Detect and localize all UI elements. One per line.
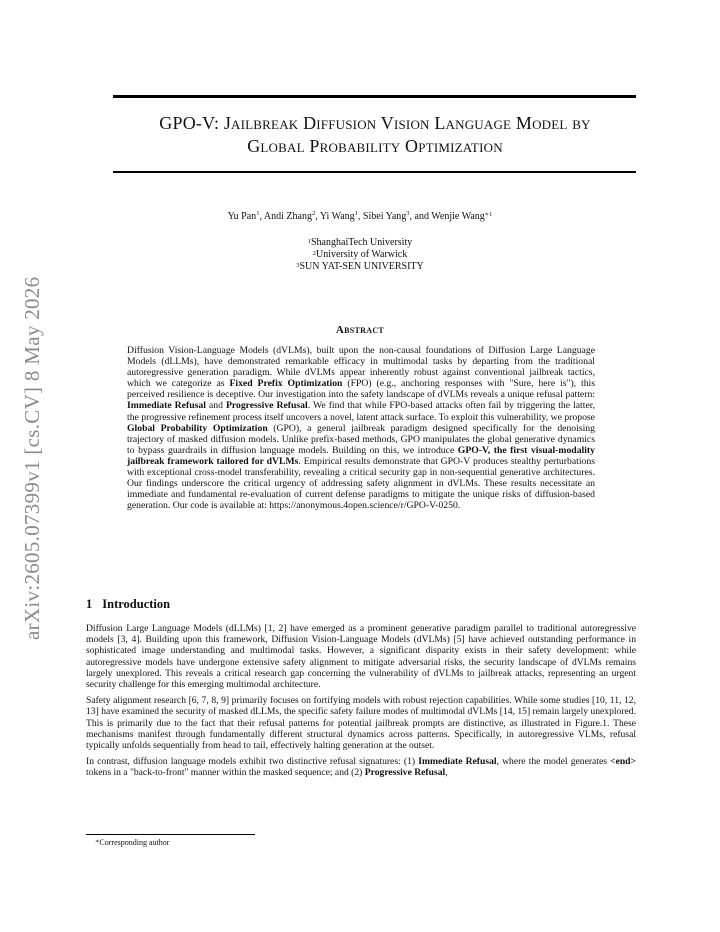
body-text: tokens in a "back-to-front" manner within the masked sequence; and (2) [86,767,365,779]
abstract-bold: Immediate Refusal [127,400,206,412]
body-text: , [445,767,448,779]
author: Sibei Yang [362,211,407,222]
footnote-text: Corresponding author [99,838,170,847]
author-affil-mark: ∗1 [484,211,493,218]
abstract-heading: Abstract [335,324,385,336]
author: Yi Wang [319,211,355,222]
arxiv-id-text: arXiv:2605.07399v1 [cs.CV] 8 May 2026 [20,276,44,640]
abstract-text: Diffusion Vision-Language Models (dVLMs), built upon the non-causal foundations of Diffusion Large Language Models (dLLMs), have demonstrated remarkable efficacy in multimodal tasks by departing from the traditional autoregressive generation paradigm. While dVLMs appear inherently robust against conventional jailbreak tactics, which we categorize as [127,345,595,390]
affiliation-mark: 2 [312,250,317,257]
affiliation [90,249,630,261]
body-bold: Progressive Refusal [364,767,446,779]
abstract-paragraph [127,345,595,511]
author-separator: , [259,211,264,222]
section-heading [86,597,170,612]
body-paragraph: Diffusion Large Language Models (dLLMs) [1, 2] have emerged as a prominent generative paradigm parallel to traditional autoregressive models [3, 4]. Building upon this framework, Diffusion Vision-Language Models (dVLMs) [5] have achieved outstanding performance in sophisticated image understanding and multimodal tasks. However, a significant disparity exists in their safety development: while autoregressive models have undergone extensive safety alignment to mitigate adversarial risks, the security landscape of dVLMs remains largely unexplored. This reveals a critical research gap concerning the vulnerability of dVLMs to jailbreak attacks, representing an urgent security challenge for this emerging multimodal architecture. [86,623,636,691]
body-bold: Immediate Refusal [418,756,497,768]
footnote-rule [86,834,255,835]
paper-title [80,112,670,158]
section-title: Introduction [102,597,171,611]
author-separator: , [315,211,320,222]
affiliation-name: ShanghaiTech University [311,237,413,248]
author: Yu Pan [227,211,257,222]
author-affil-mark: 2 [311,210,316,217]
body-bold: <end> [610,756,636,768]
title-bottom-rule [113,171,636,173]
abstract-bold: Fixed Prefix Optimization [229,378,343,390]
affiliation [90,261,630,273]
author-affil-mark: 1 [354,210,358,217]
abstract-text: . We find that while FPO-based attacks often fail by triggering the latter, the progressive refinement process itself uncovers a novel, latent attack surface. To exploit this vulnerability, we propose [127,400,596,423]
footnote-mark: ∗ [95,838,100,845]
abstract-text: and [205,400,226,412]
abstract-body [127,345,595,511]
affiliation-mark: 3 [296,262,300,269]
affiliation-name: University of Warwick [316,249,408,260]
footnote [95,838,169,847]
author: Andi Zhang [263,211,312,222]
title-top-rule [113,95,636,98]
affiliation [90,237,630,249]
author-separator: , [357,211,363,222]
author-affil-mark: 3 [406,210,410,217]
author-separator: , and [409,211,432,222]
title-line-1: GPO-V: Jailbreak Diffusion Vision Language Model by [159,113,591,133]
body-text: In contrast, diffusion language models exhibit two distinctive refusal signatures: (1) [86,756,419,768]
affiliation-name: SUN YAT-SEN UNIVERSITY [299,261,424,272]
author: Wenjie Wang [431,211,485,222]
title-line-2: Global Probability Optimization [247,136,503,156]
abstract-bold: GPO-V, the first visual-modality jailbreak framework tailored for dVLMs [127,444,595,467]
body-text: , where the model generates [496,756,611,768]
abstract-text: . Empirical results demonstrate that GPO-V produces stealthy perturbations with exceptional cross-model transferability, revealing a critical security gap in non-sequential generative architectures. Our findings underscore the critical urgency of addressing safety alignment in dVLMs. These results necessitate an immediate and fundamental re-evaluation of current defense paradigms to mitigate the unique risks of diffusion-based generation. Our code is available at: https://anonymous.4open.science/r/GPO-V-0250. [127,455,595,512]
author-list [90,211,630,222]
abstract-text: (FPO) (e.g., anchoring responses with "Sure, here is"), this perceived resilience is deceptive. Our investigation into the safety landscape of dVLMs reveals a unique refusal pattern: [127,378,595,401]
abstract-text: (GPO), a general jailbreak paradigm designed specifically for the denoising trajectory of masked diffusion models. Unlike prefix-based methods, GPO manipulates the global generative dynamics to bypass guardrails in diffusion language models. Building on this, we introduce [127,422,595,456]
author-affil-mark: 1 [256,210,260,217]
body-paragraph: Safety alignment research [6, 7, 8, 9] primarily focuses on fortifying models with robust rejection capabilities. While some studies [10, 11, 12, 13] have examined the security of masked dLLMs, the specific safety failure modes of multimodal dVLMs [14, 15] remain largely unexplored. This is primarily due to the fact that their refusal patterns for potential jailbreak prompts are distinctive, as illustrated in Figure.1. These mechanisms manifest through fundamentally different structural dynamics across patterns. Specifically, in autoregressive VLMs, refusal typically unfolds sequentially from head to tail, effectively halting generation at the outset. [86,695,636,752]
abstract-bold: Progressive Refusal [225,400,308,412]
affiliation-mark: 1 [307,238,311,245]
abstract-bold: Global Probability Optimization [127,422,268,434]
body-paragraph [86,756,636,778]
introduction-body [86,623,636,784]
affiliation-list [90,237,630,273]
section-number: 1 [86,597,93,611]
